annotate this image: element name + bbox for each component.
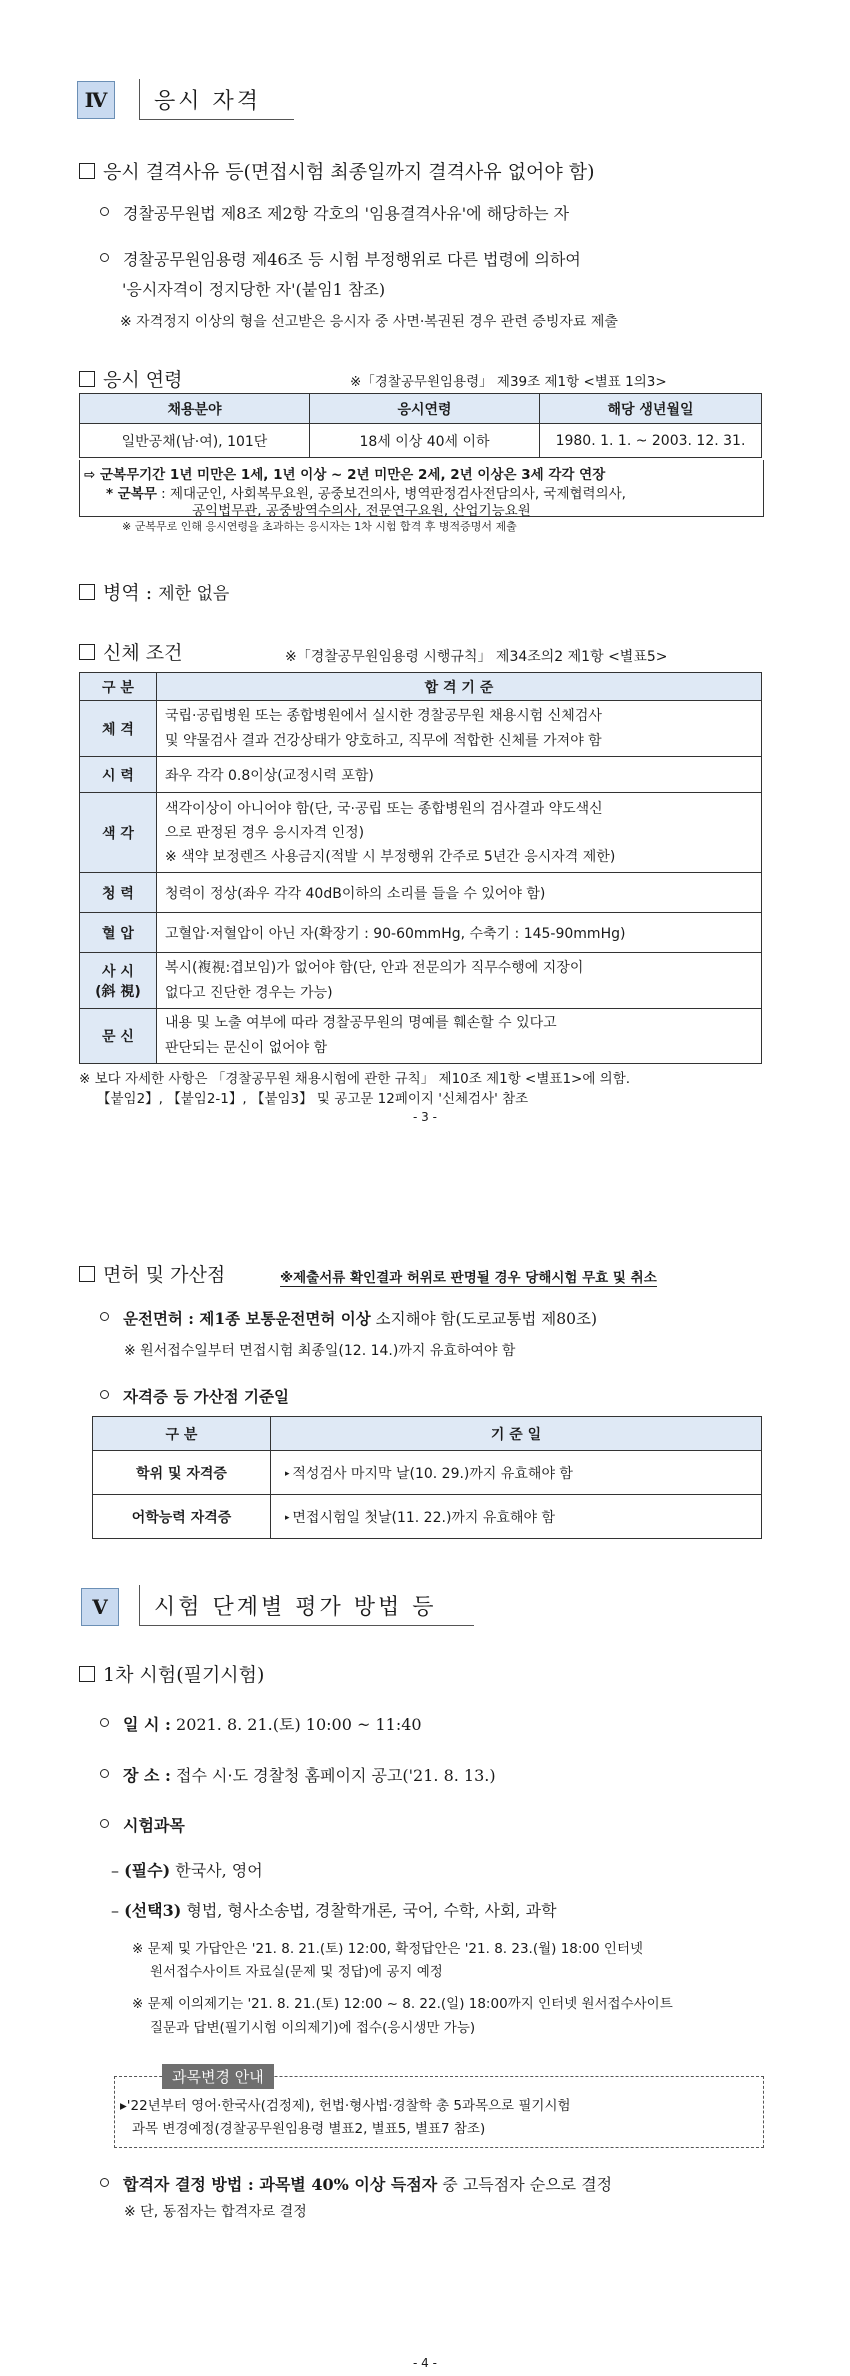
section-number-v: Ⅴ <box>81 1588 119 1626</box>
exam-place-value: 접수 시·도 경찰청 홈페이지 공고('21. 8. 13.) <box>170 1766 496 1785</box>
exam-date-value: 2021. 8. 21.(토) 10:00 ~ 11:40 <box>170 1715 422 1734</box>
age-table-header: 채용분야 <box>80 394 310 424</box>
optional-subjects: – (선택3) 형법, 형사소송법, 경찰학개론, 국어, 수학, 사회, 과학 <box>111 1901 557 1920</box>
bonus-table-cell <box>271 1451 762 1495</box>
age-note-2-text: : 제대군인, 사회복무요원, 공중보건의사, 병역판정검사전담의사, 국제협력의사, <box>156 486 626 502</box>
disqualification-heading-text: 응시 결격사유 등(면접시험 최종일까지 결격사유 없어야 함) <box>103 161 595 183</box>
pass-method <box>100 2172 612 2195</box>
first-exam-heading-text: 1차 시험(필기시험) <box>103 1664 265 1686</box>
body-row-label: 색 각 <box>80 793 157 873</box>
license-heading-note: ※제출서류 확인결과 허위로 판명될 경우 당해시험 무효 및 취소 <box>280 1266 657 1287</box>
exam-date <box>100 1712 422 1735</box>
body-row-label-line: (斜 視) <box>95 983 141 1000</box>
page-number-3: - 3 - <box>413 1110 437 1124</box>
pass-method-note: ※ 단, 동점자는 합격자로 결정 <box>124 2204 307 2220</box>
body-row-line: 복시(複視:겹보임)가 없어야 함(단, 안과 전문의가 직무수행에 지장이 <box>165 959 584 976</box>
age-table <box>79 393 762 458</box>
objection-note-2: 질문과 답변(필기시험 이의제기)에 접수(응시생만 가능) <box>150 2020 476 2036</box>
disqualification-heading <box>79 157 595 184</box>
body-row-line: 및 약물검사 결과 건강상태가 양호하고, 직무에 적합한 신체를 가져야 함 <box>165 732 602 749</box>
military-value: 제한 없음 <box>158 584 230 604</box>
body-heading-text: 신체 조건 <box>103 642 183 664</box>
bullet-circle-icon <box>100 2178 109 2187</box>
disqualification-note: ※ 자격정지 이상의 형을 선고받은 응시자 중 사면·복권된 경우 관련 증빙자료 제출 <box>120 314 618 330</box>
bullet-circle-icon <box>100 1390 109 1399</box>
triangle-bullet-icon: ▸ <box>285 1512 293 1523</box>
age-table-cell: 일반공채(남·여), 101단 <box>80 424 310 458</box>
age-table-header: 응시연령 <box>310 394 540 424</box>
body-row-text <box>157 793 762 873</box>
exam-date-label: 일 시 : <box>123 1715 171 1734</box>
triangle-bullet-icon: ▸ <box>285 1468 293 1479</box>
optional-value: 형법, 형사소송법, 경찰학개론, 국어, 수학, 사회, 과학 <box>181 1901 557 1920</box>
age-note-2-label: * 군복무 <box>106 486 157 502</box>
body-row-label-line: 사 시 <box>102 963 134 980</box>
pass-method-rest: 중 고득점자 순으로 결정 <box>437 2175 613 2194</box>
bonus-table <box>92 1416 762 1539</box>
section-title-v: 시험 단계별 평가 방법 등 <box>139 1585 474 1626</box>
body-row-label: 체 격 <box>80 701 157 757</box>
optional-label: (선택3) <box>124 1901 182 1920</box>
body-row-label: 청 력 <box>80 873 157 913</box>
age-note-4: ※ 군복무로 인해 응시연령을 초과하는 응시자는 1차 시험 합격 후 병적증명서 제출 <box>122 520 517 533</box>
body-row-text: 청력이 정상(좌우 각각 40dB이하의 소리를 들을 수 있어야 함) <box>157 873 762 913</box>
checkbox-icon <box>79 1666 95 1682</box>
subject-change-tab: 과목변경 안내 <box>162 2064 274 2089</box>
subject-change-text-1: ▸'22년부터 영어·한국사(검정제), 헌법·형사법·경찰학 총 5과목으로 필기시험 <box>120 2098 571 2114</box>
body-reference: ※「경찰공무원임용령 시행규칙」 제34조의2 제1항 <별표5> <box>285 649 668 665</box>
objection-note-1: ※ 문제 이의제기는 '21. 8. 21.(토) 12:00 ~ 8. 22.(일) 18:00까지 인터넷 원서접수사이트 <box>132 1996 673 2012</box>
bullet-circle-icon <box>100 253 109 262</box>
bonus-table-cell-text: 면접시험일 첫날(11. 22.)까지 유효해야 함 <box>292 1509 555 1526</box>
drive-license <box>100 1307 597 1329</box>
required-value: 한국사, 영어 <box>170 1861 263 1880</box>
bullet-circle-icon <box>100 1718 109 1727</box>
disqualification-item-1 <box>100 201 569 224</box>
age-note-1 <box>84 463 605 483</box>
age-heading <box>79 365 182 392</box>
drive-license-label: 운전면허 : 제1종 보통운전면허 이상 <box>123 1309 371 1328</box>
body-table-header: 합 격 기 준 <box>157 673 762 701</box>
bullet-circle-icon <box>100 1312 109 1321</box>
body-row-line: 으로 판정된 경우 응시자격 인정) <box>165 824 365 841</box>
body-row-line: 색각이상이 아니어야 함(단, 국·공립 또는 종합병원의 검사결과 약도색신 <box>165 800 603 817</box>
age-table-cell: 18세 이상 40세 이하 <box>310 424 540 458</box>
subjects-heading-text: 시험과목 <box>123 1816 185 1835</box>
bullet-circle-icon <box>100 1769 109 1778</box>
license-heading-text: 면허 및 가산점 <box>103 1264 226 1286</box>
subject-change-text-2: 과목 변경예정(경찰공무원임용령 별표2, 별표5, 별표7 참조) <box>132 2121 486 2137</box>
military-heading <box>79 578 229 605</box>
drive-license-rest: 소지해야 함(도로교통법 제80조) <box>370 1310 597 1328</box>
body-row-label: 문 신 <box>80 1009 157 1064</box>
subjects-heading <box>100 1813 185 1836</box>
age-table-cell: 1980. 1. 1. ~ 2003. 12. 31. <box>540 424 762 458</box>
required-label: (필수) <box>124 1861 171 1880</box>
checkbox-icon <box>79 371 95 387</box>
disqualification-item-2-cont: '응시자격이 정지당한 자'(붙임1 참조) <box>122 280 386 299</box>
body-row-text <box>157 953 762 1009</box>
body-row-text: 고혈압·저혈압이 아닌 자(확장기 : 90-60mmHg, 수축기 : 145-90mmHg) <box>157 913 762 953</box>
bullet-circle-icon <box>100 207 109 216</box>
required-subjects: – (필수) 한국사, 영어 <box>111 1861 263 1880</box>
pass-method-label: 합격자 결정 방법 : 과목별 40% 이상 득점자 <box>123 2175 438 2194</box>
exam-place-label: 장 소 : <box>123 1766 171 1785</box>
bonus-table-header: 기 준 일 <box>271 1417 762 1451</box>
bonus-table-header: 구 분 <box>93 1417 271 1451</box>
body-table <box>79 672 762 1064</box>
body-row-line: 내용 및 노출 여부에 따라 경찰공무원의 명예를 훼손할 수 있다고 <box>165 1015 557 1031</box>
body-row-line: 없다고 진단한 경우는 가능) <box>165 984 333 1001</box>
body-row-text <box>157 1009 762 1064</box>
drive-license-note: ※ 원서접수일부터 면접시험 최종일(12. 14.)까지 유효하여야 함 <box>124 1343 516 1359</box>
answer-note-1: ※ 문제 및 가답안은 '21. 8. 21.(토) 12:00, 확정답안은 '21. 8. 23.(월) 18:00 인터넷 <box>132 1941 644 1957</box>
body-row-label: 시 력 <box>80 757 157 793</box>
body-row-line: 국립·공립병원 또는 종합병원에서 실시한 경찰공무원 채용시험 신체검사 <box>165 707 602 724</box>
bonus-heading-text: 자격증 등 가산점 기준일 <box>123 1387 289 1406</box>
age-reference: ※「경찰공무원임용령」 제39조 제1항 <별표 1의3> <box>350 374 667 390</box>
body-row-line: 판단되는 문신이 없어야 함 <box>165 1040 328 1056</box>
first-exam-heading <box>79 1660 264 1687</box>
checkbox-icon <box>79 1266 95 1282</box>
disqualification-item-2 <box>100 247 581 270</box>
bonus-table-cell <box>271 1495 762 1539</box>
age-heading-text: 응시 연령 <box>103 369 183 391</box>
bonus-table-cell: 어학능력 자격증 <box>93 1495 271 1539</box>
checkbox-icon <box>79 644 95 660</box>
arrow-right-icon: ⇨ <box>84 467 101 483</box>
body-table-header: 구 분 <box>80 673 157 701</box>
checkbox-icon <box>79 163 95 179</box>
body-heading <box>79 638 182 665</box>
license-heading <box>79 1260 225 1287</box>
body-row-label <box>80 953 157 1009</box>
body-note-2: 【붙임2】, 【붙임2-1】, 【붙임3】 및 공고문 12페이지 '신체검사' 참조 <box>97 1091 529 1107</box>
bonus-heading <box>100 1385 289 1407</box>
body-row-line: ※ 색약 보정렌즈 사용금지(적발 시 부정행위 간주로 5년간 응시자격 제한) <box>165 848 616 865</box>
disqualification-item-1-text: 경찰공무원법 제8조 제2항 각호의 '임용결격사유'에 해당하는 자 <box>123 204 570 223</box>
section-number-iv: Ⅳ <box>77 81 115 119</box>
bullet-circle-icon <box>100 1819 109 1828</box>
section-title-iv: 응시 자격 <box>139 79 294 120</box>
age-note-1-text: 군복무기간 1년 미만은 1세, 1년 이상 ~ 2년 미만은 2세, 2년 이상은 3세 각각 연장 <box>100 467 606 483</box>
age-note-3: 공익법무관, 공중방역수의사, 전문연구요원, 산업기능요원 <box>192 503 531 519</box>
disqualification-item-2-text: 경찰공무원임용령 제46조 등 시험 부정행위로 다른 법령에 의하여 <box>123 250 581 269</box>
bonus-table-cell-text: 적성검사 마지막 날(10. 29.)까지 유효해야 함 <box>292 1465 573 1482</box>
age-table-header: 해당 생년월일 <box>540 394 762 424</box>
checkbox-icon <box>79 584 95 600</box>
body-note-1: ※ 보다 자세한 사항은 「경찰공무원 채용시험에 관한 규칙」 제10조 제1항 <별표1>에 의함. <box>79 1071 631 1087</box>
body-row-text <box>157 701 762 757</box>
body-row-text: 좌우 각각 0.8이상(교정시력 포함) <box>157 757 762 793</box>
bonus-table-cell: 학위 및 자격증 <box>93 1451 271 1495</box>
page-number-4: - 4 - <box>413 2356 437 2370</box>
military-heading-text: 병역 : <box>103 582 153 604</box>
exam-place <box>100 1763 496 1786</box>
answer-note-2: 원서접수사이트 자료실(문제 및 정답)에 공지 예정 <box>150 1964 443 1980</box>
body-row-label: 혈 압 <box>80 913 157 953</box>
